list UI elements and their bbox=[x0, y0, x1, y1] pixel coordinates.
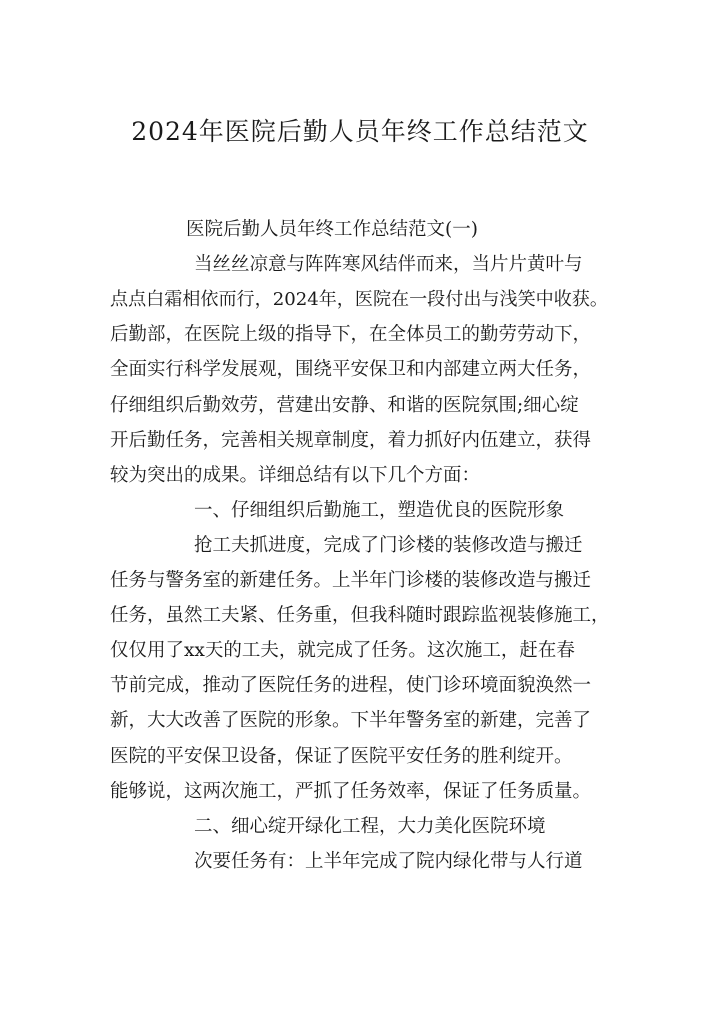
body-line: 能够说，这两次施工，严抓了任务效率，保证了任务质量。 bbox=[110, 780, 592, 802]
section-heading: 医院后勤人员年终工作总结范文(一) bbox=[186, 219, 478, 240]
body-line: 医院的平安保卫设备，保证了医院平安任务的胜利绽开。 bbox=[110, 745, 573, 767]
body-line: 次要任务有：上半年完成了院内绿化带与人行道 bbox=[194, 850, 583, 872]
body-line: 较为突出的成果。详细总结有以下几个方面： bbox=[110, 464, 481, 486]
body-line: 仅仅用了xx天的工夫，就完成了任务。这次施工，赶在春 bbox=[110, 640, 575, 662]
body-line: 二、细心绽开绿化工程，大力美化医院环境 bbox=[194, 815, 546, 837]
body-line: 任务与警务室的新建任务。上半年门诊楼的装修改造与搬迁 bbox=[110, 570, 592, 591]
body-line: 点点白霜相依而行，2024年，医院在一段付出与浅笑中收获。 bbox=[110, 289, 608, 311]
body-line: 仔细组织后勤效劳，营建出安静、和谐的医院氛围;细心绽 bbox=[110, 394, 579, 416]
document-title: 2024年医院后勤人员年终工作总结范文 bbox=[131, 117, 589, 146]
body-line: 后勤部，在医院上级的指导下，在全体员工的勤劳劳动下， bbox=[110, 324, 592, 346]
body-line: 全面实行科学发展观，围绕平安保卫和内部建立两大任务， bbox=[110, 359, 592, 381]
body-line: 新，大大改善了医院的形象。下半年警务室的新建，完善了 bbox=[110, 710, 592, 732]
body-line: 任务，虽然工夫紧、任务重，但我科随时跟踪监视装修施工， bbox=[110, 605, 610, 627]
body-line: 一、仔细组织后勤施工，塑造优良的医院形象 bbox=[194, 499, 565, 521]
body-line: 开后勤任务，完善相关规章制度，着力抓好内伍建立，获得 bbox=[110, 429, 592, 451]
body-line: 当丝丝凉意与阵阵寒风结伴而来，当片片黄叶与 bbox=[194, 254, 583, 276]
body-line: 抢工夫抓进度，完成了门诊楼的装修改造与搬迁 bbox=[194, 534, 583, 556]
body-line: 节前完成，推动了医院任务的进程，使门诊环境面貌涣然一 bbox=[110, 675, 592, 697]
